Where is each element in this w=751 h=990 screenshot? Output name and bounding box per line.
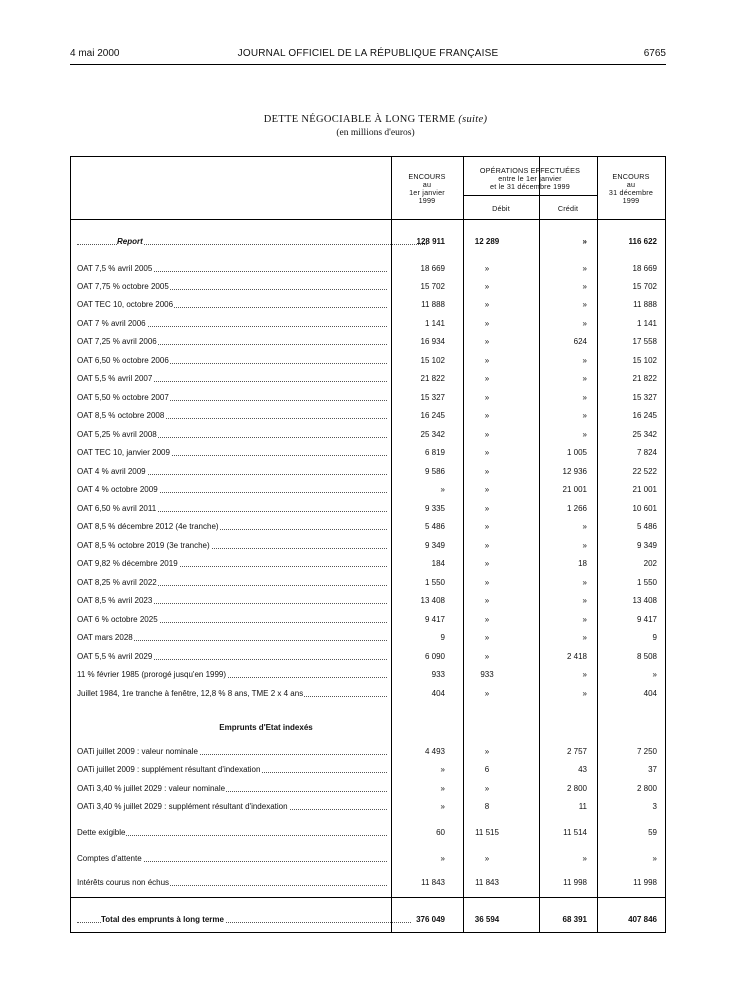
cell-credit: » [582, 854, 587, 863]
row-label-text: OAT 5,50 % octobre 2007 [77, 393, 169, 402]
cell-encours-fin: 21 822 [632, 374, 657, 383]
cell-encours-fin: 11 998 [633, 878, 657, 887]
cell-encours-debut: 25 342 [420, 430, 445, 439]
cell-encours-debut: » [440, 802, 445, 811]
col-head-line: au [626, 180, 636, 189]
table-row [71, 410, 665, 422]
table-row [71, 688, 665, 700]
cell-encours-fin: 22 522 [632, 467, 657, 476]
cell-credit: » [582, 689, 587, 698]
header-page-number: 6765 [643, 48, 666, 59]
cell-credit: » [582, 615, 587, 624]
table-row [71, 299, 665, 311]
table-row [71, 669, 665, 681]
header-bottom-rule [71, 219, 665, 220]
cell-encours-debut: 13 408 [420, 596, 445, 605]
cell-encours-debut: 15 327 [420, 393, 445, 402]
row-label [77, 236, 427, 248]
col-head-debit: Débit [492, 204, 510, 213]
cell-debit: » [484, 300, 490, 309]
cell-credit: 11 [578, 802, 587, 811]
row-label-text: Report [117, 237, 143, 246]
row-label [77, 466, 387, 478]
row-label [77, 853, 387, 865]
cell-credit: » [582, 264, 587, 273]
row-label-text: OAT 6,50 % avril 2011 [77, 504, 157, 513]
row-label [77, 651, 387, 663]
row-label-text: OATi juillet 2009 : supplément résultant d'indexation [77, 765, 261, 774]
cell-debit: » [484, 467, 490, 476]
cell-encours-debut: 404 [431, 689, 445, 698]
cell-encours-fin: 9 417 [636, 615, 657, 624]
row-label-text: OATi 3,40 % juillet 2029 : supplément résultant d'indexation [77, 802, 288, 811]
col-head-line: ENCOURS [408, 172, 446, 181]
cell-debit: » [484, 448, 490, 457]
row-label [77, 632, 387, 644]
row-label [77, 336, 387, 348]
cell-credit: 1 266 [566, 504, 587, 513]
cell-debit: » [484, 411, 490, 420]
cell-credit: » [582, 393, 587, 402]
table-row [71, 281, 665, 293]
cell-debit: » [484, 356, 490, 365]
col-head-encours-debut [391, 173, 463, 205]
cell-encours-debut: 9 586 [424, 467, 445, 476]
row-label [77, 688, 387, 700]
table-row [71, 503, 665, 515]
cell-encours-fin: 7 250 [636, 747, 657, 756]
cell-encours-fin: 3 [652, 802, 657, 811]
cell-encours-fin: 7 824 [636, 448, 657, 457]
cell-credit: » [582, 356, 587, 365]
row-label [77, 783, 387, 795]
cell-debit: » [484, 689, 490, 698]
cell-encours-fin: 17 558 [632, 337, 657, 346]
cell-encours-debut: 9 335 [424, 504, 445, 513]
cell-debit: » [484, 633, 490, 642]
row-label-text: OAT 5,5 % avril 2029 [77, 652, 153, 661]
cell-encours-debut: 128 911 [416, 237, 445, 246]
row-label-text: OAT 7,5 % avril 2005 [77, 264, 153, 273]
row-label-text: OAT TEC 10, janvier 2009 [77, 448, 170, 457]
col-head-operations [463, 167, 597, 191]
row-label [77, 801, 387, 813]
cell-encours-fin: 9 [652, 633, 657, 642]
cell-encours-fin: 15 702 [632, 282, 657, 291]
row-label [77, 746, 387, 758]
row-label-text: Dette exigible [77, 828, 126, 837]
cell-encours-fin: 25 342 [632, 430, 657, 439]
cell-debit: 11 515 [475, 828, 499, 837]
cell-credit: 43 [578, 765, 587, 774]
row-label [77, 914, 411, 926]
cell-credit: » [582, 522, 587, 531]
cell-credit: » [582, 411, 587, 420]
table-row [71, 914, 665, 926]
cell-credit: » [582, 300, 587, 309]
cell-credit: 624 [573, 337, 587, 346]
row-label [77, 827, 387, 839]
table-row [71, 783, 665, 795]
cell-debit: » [484, 485, 490, 494]
row-label-text: OAT 7,75 % octobre 2005 [77, 282, 169, 291]
cell-credit: » [582, 578, 587, 587]
cell-debit: » [484, 559, 490, 568]
table-row [71, 429, 665, 441]
cell-debit: » [484, 854, 490, 863]
cell-credit: 21 001 [562, 485, 587, 494]
table-row [71, 373, 665, 385]
cell-credit: » [582, 596, 587, 605]
row-label-text: OAT 8,25 % avril 2022 [77, 578, 157, 587]
table-row [71, 484, 665, 496]
cell-encours-debut: 18 669 [420, 264, 445, 273]
cell-credit: » [582, 633, 587, 642]
cell-encours-fin: 15 327 [632, 393, 657, 402]
cell-credit: » [582, 319, 587, 328]
header-rule-inner [463, 195, 597, 196]
col-head-line: et le 31 décembre 1999 [490, 182, 570, 191]
cell-encours-fin: 8 508 [636, 652, 657, 661]
row-label-text: Total des emprunts à long terme [101, 915, 224, 924]
row-label-text: OATi 3,40 % juillet 2029 : valeur nominale [77, 784, 226, 793]
cell-encours-debut: 1 141 [424, 319, 445, 328]
cell-credit: » [582, 237, 587, 246]
table-row [71, 614, 665, 626]
col-head-line: 31 décembre [608, 188, 654, 197]
cell-encours-debut: 9 [440, 633, 445, 642]
cell-encours-fin: 18 669 [632, 264, 657, 273]
col-head-line: entre le 1er janvier [498, 174, 562, 183]
cell-encours-debut: » [440, 765, 445, 774]
row-label [77, 558, 387, 570]
cell-encours-debut: 16 934 [420, 337, 445, 346]
cell-encours-fin: 16 245 [632, 411, 657, 420]
row-label-text: 11 % février 1985 (prorogé jusqu'en 1999) [77, 670, 227, 679]
cell-credit: 2 757 [566, 747, 587, 756]
table-unit: (en millions d'euros) [336, 128, 415, 138]
cell-credit: 18 [578, 559, 587, 568]
debt-table [70, 156, 666, 933]
cell-encours-fin: 9 349 [636, 541, 657, 550]
header-journal: JOURNAL OFFICIEL DE LA RÉPUBLIQUE FRANÇAISE [237, 48, 499, 59]
table-row [71, 558, 665, 570]
row-label [77, 669, 387, 681]
section-heading: Emprunts d'Etat indexés [219, 723, 313, 732]
cell-debit: 6 [484, 765, 490, 774]
cell-encours-debut: 15 702 [420, 282, 445, 291]
table-row [71, 236, 665, 248]
col-head-credit: Crédit [557, 204, 579, 213]
cell-debit: » [484, 522, 490, 531]
cell-debit: » [484, 337, 490, 346]
cell-encours-debut: 6 090 [424, 652, 445, 661]
row-label-text: Comptes d'attente [77, 854, 142, 863]
cell-debit: 8 [484, 802, 490, 811]
cell-encours-debut: 15 102 [420, 356, 445, 365]
row-label [77, 503, 387, 515]
header-rule [70, 64, 666, 65]
table-title-main: DETTE NÉGOCIABLE À LONG TERME [263, 114, 456, 125]
row-label [77, 318, 387, 330]
row-label [77, 355, 387, 367]
cell-encours-fin: 37 [648, 765, 657, 774]
cell-encours-debut: 11 843 [421, 878, 445, 887]
row-label [77, 614, 387, 626]
row-label [77, 595, 387, 607]
cell-debit: » [484, 578, 490, 587]
cell-credit: 1 005 [566, 448, 587, 457]
row-label [77, 577, 387, 589]
table-row [71, 651, 665, 663]
cell-debit: » [484, 393, 490, 402]
cell-credit: » [582, 670, 587, 679]
row-label [77, 373, 387, 385]
cell-encours-fin: 59 [648, 828, 657, 837]
cell-debit: » [484, 615, 490, 624]
row-label-text: Juillet 1984, 1re tranche à fenêtre, 12,8 % 8 ans, TME 2 x 4 ans [77, 689, 304, 698]
row-label-text: OAT 6,50 % octobre 2006 [77, 356, 169, 365]
row-label-text: OAT 5,25 % avril 2008 [77, 430, 157, 439]
table-row [71, 853, 665, 865]
row-label [77, 410, 387, 422]
cell-debit: 36 594 [474, 915, 500, 924]
table-row [71, 632, 665, 644]
table-row [71, 764, 665, 776]
row-label-text: OAT 9,82 % décembre 2019 [77, 559, 178, 568]
table-row [71, 540, 665, 552]
cell-encours-debut: » [440, 784, 445, 793]
cell-encours-debut: 9 349 [424, 541, 445, 550]
cell-encours-debut: » [440, 854, 445, 863]
cell-encours-debut: 933 [431, 670, 445, 679]
row-label-text: OATi juillet 2009 : valeur nominale [77, 747, 198, 756]
cell-encours-debut: 1 550 [424, 578, 445, 587]
cell-debit: » [484, 652, 490, 661]
cell-debit: » [484, 541, 490, 550]
cell-encours-fin: 2 800 [636, 784, 657, 793]
cell-debit: » [484, 784, 490, 793]
table-row [71, 827, 665, 839]
cell-credit: 12 936 [562, 467, 587, 476]
table-row [71, 447, 665, 459]
row-label-text: OAT 4 % octobre 2009 [77, 485, 158, 494]
cell-credit: 2 800 [566, 784, 587, 793]
table-row [71, 318, 665, 330]
cell-encours-debut: 5 486 [424, 522, 445, 531]
row-label [77, 263, 387, 275]
row-label-text: OAT 5,5 % avril 2007 [77, 374, 153, 383]
cell-debit: » [484, 319, 490, 328]
col-head-line: 1er janvier [409, 188, 445, 197]
col-head-line: OPÉRATIONS EFFECTUÉES [479, 166, 581, 175]
table-row [71, 466, 665, 478]
cell-encours-debut: 21 822 [420, 374, 445, 383]
cell-encours-fin: 116 622 [628, 237, 657, 246]
cell-debit: 933 [480, 670, 494, 679]
row-label [77, 429, 387, 441]
cell-credit: » [582, 374, 587, 383]
table-title [0, 114, 751, 125]
cell-encours-fin: 5 486 [636, 522, 657, 531]
col-head-line: 1999 [418, 196, 436, 205]
page-header [70, 48, 666, 62]
cell-credit: 2 418 [566, 652, 587, 661]
cell-encours-fin: 1 141 [636, 319, 657, 328]
table-row [71, 263, 665, 275]
table-row [71, 877, 665, 889]
row-label [77, 281, 387, 293]
row-label-text: Intérêts courus non échus [77, 878, 170, 887]
cell-debit: » [484, 430, 490, 439]
row-label [77, 764, 387, 776]
table-row [71, 801, 665, 813]
col-head-line: au [422, 180, 432, 189]
cell-encours-fin: 13 408 [632, 596, 657, 605]
cell-encours-fin: 407 846 [628, 915, 657, 924]
col-head-encours-fin [597, 173, 665, 205]
cell-encours-fin: » [652, 854, 657, 863]
cell-encours-debut: 11 888 [421, 300, 445, 309]
cell-encours-debut: 376 049 [416, 915, 445, 924]
cell-encours-debut: 60 [436, 828, 445, 837]
table-row [71, 392, 665, 404]
cell-credit: » [582, 541, 587, 550]
row-label [77, 540, 387, 552]
cell-debit: » [484, 747, 490, 756]
table-row [71, 746, 665, 758]
cell-encours-fin: 11 888 [633, 300, 657, 309]
cell-encours-fin: 1 550 [636, 578, 657, 587]
cell-encours-fin: 202 [643, 559, 657, 568]
row-label [77, 392, 387, 404]
row-label [77, 484, 387, 496]
cell-debit: » [484, 282, 490, 291]
cell-encours-fin: 10 601 [632, 504, 657, 513]
row-label-text: OAT 8,5 % décembre 2012 (4e tranche) [77, 522, 219, 531]
row-label-text: OAT 8,5 % avril 2023 [77, 596, 153, 605]
table-row [71, 336, 665, 348]
row-label [77, 447, 387, 459]
col-head-line: 1999 [622, 196, 640, 205]
cell-debit: » [484, 596, 490, 605]
cell-credit: 11 998 [563, 878, 587, 887]
total-rule [71, 897, 665, 898]
cell-encours-fin: 15 102 [632, 356, 657, 365]
header-date: 4 mai 2000 [70, 48, 120, 59]
cell-encours-debut: 184 [431, 559, 445, 568]
table-row [71, 521, 665, 533]
cell-encours-fin: 21 001 [632, 485, 657, 494]
cell-debit: 12 289 [474, 237, 500, 246]
row-label [77, 299, 387, 311]
col-head-line: ENCOURS [612, 172, 650, 181]
cell-debit: » [484, 264, 490, 273]
table-title-suite: (suite) [458, 114, 488, 125]
row-label-text: OAT mars 2028 [77, 633, 133, 642]
table-row [71, 577, 665, 589]
cell-encours-fin: 404 [643, 689, 657, 698]
cell-credit: » [582, 430, 587, 439]
cell-credit: 11 514 [563, 828, 587, 837]
cell-encours-fin: » [652, 670, 657, 679]
cell-debit: 11 843 [475, 878, 499, 887]
row-label-text: OAT 6 % octobre 2025 [77, 615, 158, 624]
row-label [77, 521, 387, 533]
row-label-text: OAT 7,25 % avril 2006 [77, 337, 157, 346]
cell-encours-debut: 16 245 [420, 411, 445, 420]
row-label-text: OAT 8,5 % octobre 2019 (3e tranche) [77, 541, 210, 550]
cell-encours-debut: 9 417 [424, 615, 445, 624]
row-label-text: OAT TEC 10, octobre 2006 [77, 300, 174, 309]
cell-credit: 68 391 [562, 915, 587, 924]
cell-encours-debut: 6 819 [424, 448, 445, 457]
table-row [71, 595, 665, 607]
row-label-text: OAT 7 % avril 2006 [77, 319, 146, 328]
table-row [71, 355, 665, 367]
row-label-text: OAT 4 % avril 2009 [77, 467, 146, 476]
cell-credit: » [582, 282, 587, 291]
cell-debit: » [484, 374, 490, 383]
row-label [77, 877, 387, 889]
row-label-text: OAT 8,5 % octobre 2008 [77, 411, 165, 420]
cell-encours-debut: » [440, 485, 445, 494]
cell-debit: » [484, 504, 490, 513]
cell-encours-debut: 4 493 [424, 747, 445, 756]
